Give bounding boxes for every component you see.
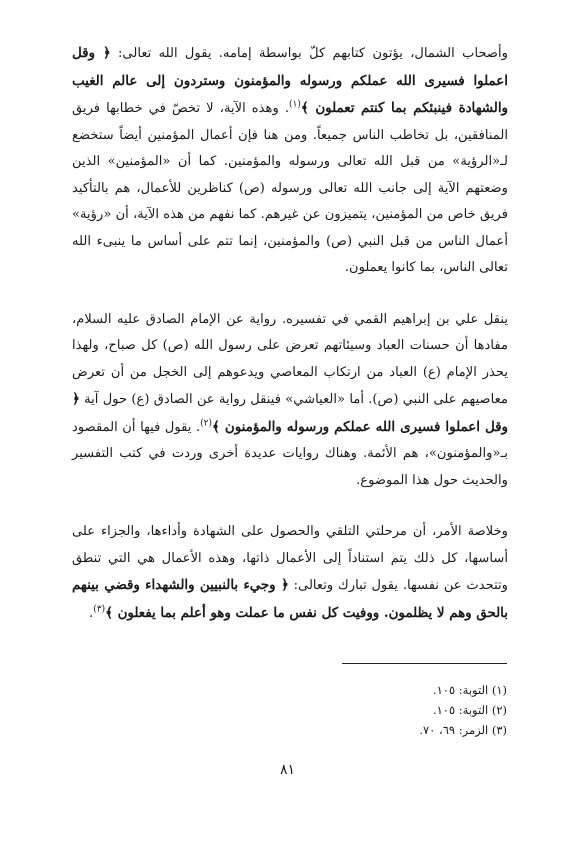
body-text	[72, 40, 508, 627]
paragraph-text: وخلاصة الأمر، أن مرحلتي التلقي والحصول على الشهادة وأداءها، والجزاء على أساسها، كل ذلك يتم استناداً إلى الأعمال ذاتها، وهذه الأعمال هي التي تنطق وتتحدث عن نفسها. يقول تبارك وتعالى:	[72, 524, 508, 593]
paragraph-text: . يقول فيها أن المقصود بـ«والمؤمنون»، هم الأئمة. وهناك روايات عديدة أخرى وردت في كتب التفسير والحديث حول هذا الموضوع.	[72, 419, 508, 488]
footnote-separator	[342, 663, 507, 664]
footnote-3: (٣) الزمر: ٦٩، ٧٠.	[419, 723, 507, 737]
quran-verse: ﴿ وقل اعملوا فسيرى الله عملكم ورسوله والمؤمنون ﴾	[72, 391, 508, 435]
paragraph-text: ينقل علي بن إبراهيم القمي في تفسيره. رواية عن الإمام الصادق عليه السلام، مفادها أن حسنات العباد وسيئاتهم تعرض على رسول الله (ص) كل صباح، ولهذا يحذر الإمام (ع) العباد من ارتكاب المعاصي ويدعوهم إلى الخجل من أن تعرض معاصيهم على النبي (ص). أما «العياشي» فينقل رواية عن الصادق (ع) حول آية	[72, 311, 508, 407]
quran-verse: ﴿ وجيء بالنبيين والشهداء وقضي بينهم بالحق وهم لا يظلمون. ووفيت كل نفس ما عملت وهو أعلم بما يفعلون ﴾	[72, 577, 508, 621]
paragraph	[72, 307, 508, 495]
footnotes	[247, 680, 507, 740]
footnote-ref: (٣)	[93, 604, 106, 615]
paragraph-text: وأصحاب الشمال، يؤتون كتابهم كلّ بواسطة إمامه. يقول الله تعالى:	[110, 46, 508, 61]
page-number: ٨١	[279, 762, 296, 778]
paragraph-text: .	[89, 605, 94, 621]
paragraph-text: . وهذه الآية، لا تخصّ في خطابها فريق المنافقين، بل تخاطب الناس جميعاً. ومن هنا فإن أعمال المؤمنين أيضاً ستخضع لـ«الرؤية» من قبل الله تعالى ورسوله والمؤمنين. كما أن «المؤمنين» الذين وضعتهم الآية إلى جانب الله تعالى ورسوله (ص) كناظرين للأعمال، هم بالتأكيد فريق خاص من المؤمنين، يتميزون عن غيرهم. كما نفهم من هذه الآية، أن «رؤية» أعمال الناس من قبل النبي (ص) والمؤمنين، إنما تتم على أساس ما ينبىء الله تعالى الناس، بما كانوا يعملون.	[72, 101, 508, 275]
paragraph	[72, 40, 508, 282]
paragraph	[72, 519, 508, 627]
footnote-1: (١) التوبة: ١٠٥.	[432, 683, 507, 697]
footnote-2: (٢) التوبة: ١٠٥.	[432, 703, 507, 717]
footnote-ref: (١)	[289, 99, 301, 110]
quran-verse: ﴿ وقل اعملوا فسيرى الله عملكم ورسوله والمؤمنون وستردون إلى عالم الغيب والشهادة فينبئكم بما كنتم تعملون ﴾	[72, 45, 509, 116]
footnote-ref: (٢)	[200, 418, 212, 429]
